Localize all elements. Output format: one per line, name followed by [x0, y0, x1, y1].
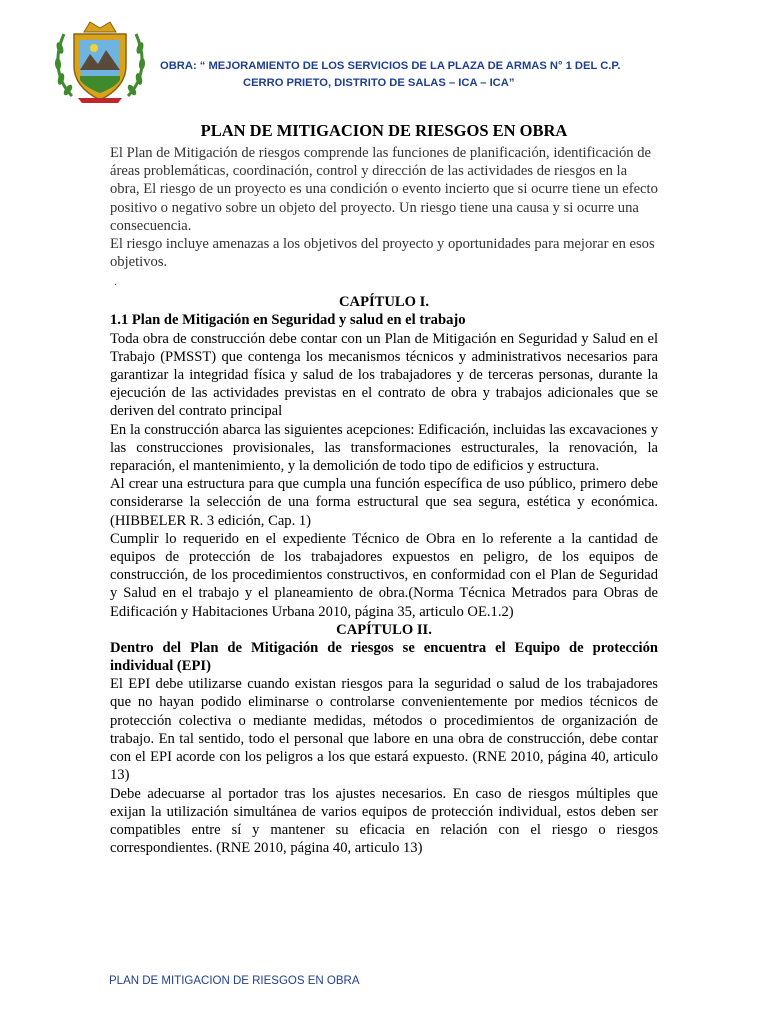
project-title-line-1: OBRA: “ MEJORAMIENTO DE LOS SERVICIOS DE LA PLAZA DE ARMAS N° 1 DEL C.P.	[160, 60, 621, 72]
intro-dot: .	[114, 274, 117, 289]
document-title: PLAN DE MITIGACION DE RIESGOS EN OBRA	[200, 121, 568, 140]
chapter-1-paragraph-2: En la construcción abarca las siguientes acepciones: Edificación, incluidas las excavaciones y las construcciones provisionales, las transformaciones estructurales, la renovación, la reparación, el mantenimiento, y la demolición de todo tipo de edificios y estructura.	[110, 421, 658, 475]
chapter-1-paragraph-3: Al crear una estructura para que cumpla una función específica de uso público, primero debe considerarse la selección de una forma estructural que sea segura, estética y económica.(HIBBELER R. 3 edición, Cap. 1)	[110, 476, 658, 529]
intro-paragraph-1: El Plan de Mitigación de riesgos comprende las funciones de planificación, identificación de áreas problemáticas, coordinación, control y dirección de las actividades de riesgos en la obra, El riesgo de un proyecto es una condición o evento incierto que si ocurre tiene un efecto positivo o negativo sobre un objeto del proyecto. Un riesgo tiene una causa y si ocurre una consecuencia.	[110, 145, 658, 234]
page-footer: PLAN DE MITIGACION DE RIESGOS EN OBRA	[109, 975, 360, 987]
chapter-2-subheading: Dentro del Plan de Mitigación de riesgos se encuentra el Equipo de protección individual (EPI)	[110, 639, 658, 675]
intro-paragraph-2: El riesgo incluye amenazas a los objetivos del proyecto y oportunidades para mejorar en esos objetivos.	[110, 236, 655, 271]
project-title-line-2: CERRO PRIETO, DISTRITO DE SALAS – ICA – ICA”	[243, 77, 515, 89]
chapter-2-paragraph-2: Debe adecuarse al portador tras los ajustes necesarios. En caso de riesgos múltiples que exijan la utilización simultánea de varios equipos de protección individual, estos deben ser compatibles entre sí y mantener su eficacia en relación con el riesgo o riesgos correspondientes. (RNE 2010, página 40, articulo 13)	[110, 785, 658, 857]
coat-of-arms-icon	[50, 18, 150, 104]
chapter-1-paragraph-1: Toda obra de construcción debe contar con un Plan de Mitigación en Seguridad y Salud en el Trabajo (PMSST) que contenga los mecanismos técnicos y administrativos necesarios para garantizar la integridad física y salud de los trabajadores y de terceras personas, durante la ejecución de las actividades previstas en el contrato de obra y trabajos adicionales que se deriven del contrato principal	[110, 330, 658, 420]
chapter-1-subheading: 1.1 Plan de Mitigación en Seguridad y salud en el trabajo	[110, 312, 466, 329]
page-header	[0, 0, 768, 110]
document-body	[110, 122, 658, 857]
chapter-1-paragraph-4: Cumplir lo requerido en el expediente Técnico de Obra en lo referente a la cantidad de equipos de protección de los trabajadores expuestos en peligro, de los equipos de construcción, de los procedimientos constructivos, en conformidad con el Plan de Seguridad y Salud en el trabajo y el planeamiento de obra.(Norma Técnica Metrados para Obras de Edificación y Habitaciones Urbana 2010, página 35, articulo OE.1.2)	[110, 530, 658, 620]
chapter-2-paragraph-1: El EPI debe utilizarse cuando existan riesgos para la seguridad o salud de los trabajadores que no hayan podido eliminarse o controlarse convenientemente por medios técnicos de protección colectiva o mediante medidas, métodos o procedimientos de organización de trabajo. En tal sentido, todo el personal que labore en una obra de construcción, debe contar con el EPI acorde con los peligros a los que estará expuesto. (RNE 2010, página 40, articulo 13)	[110, 676, 658, 784]
chapter-2-heading: CAPÍTULO II.	[336, 621, 432, 638]
chapter-1-heading: CAPÍTULO I.	[338, 294, 429, 311]
